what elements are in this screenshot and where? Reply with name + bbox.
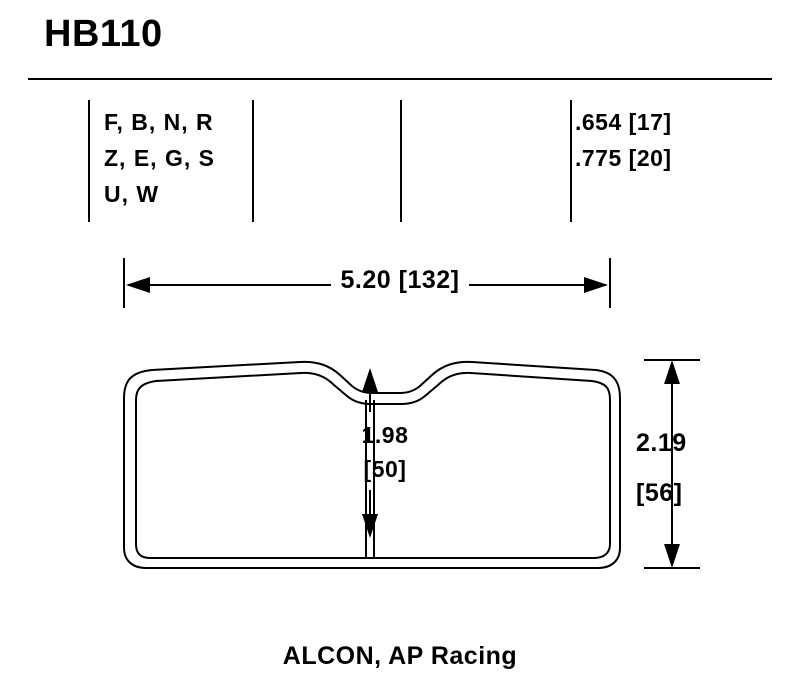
height-arrow-up (664, 360, 680, 384)
inner-dimension-label (330, 418, 440, 486)
width-dimension-value: 5.20 [132] (331, 266, 470, 294)
height-dimension-inch: 2.19 (636, 429, 687, 457)
thickness-row: .775 [20] (575, 145, 672, 171)
compound-code-row: U, W (104, 181, 160, 207)
inner-dimension-inch: 1.98 (361, 422, 409, 448)
compound-code-row: Z, E, G, S (104, 145, 215, 171)
height-arrow-down (664, 544, 680, 568)
thickness-row: .654 [17] (575, 109, 672, 135)
width-dimension-label (0, 266, 800, 295)
application-caption: ALCON, AP Racing (282, 642, 518, 670)
height-dimension-label (636, 418, 756, 518)
part-number: HB110 (44, 13, 163, 55)
height-dimension-mm: [56] (636, 479, 683, 507)
compound-code-row: F, B, N, R (104, 109, 214, 135)
inner-dimension-mm: [50] (363, 456, 407, 482)
inner-arrow-up (362, 368, 378, 392)
